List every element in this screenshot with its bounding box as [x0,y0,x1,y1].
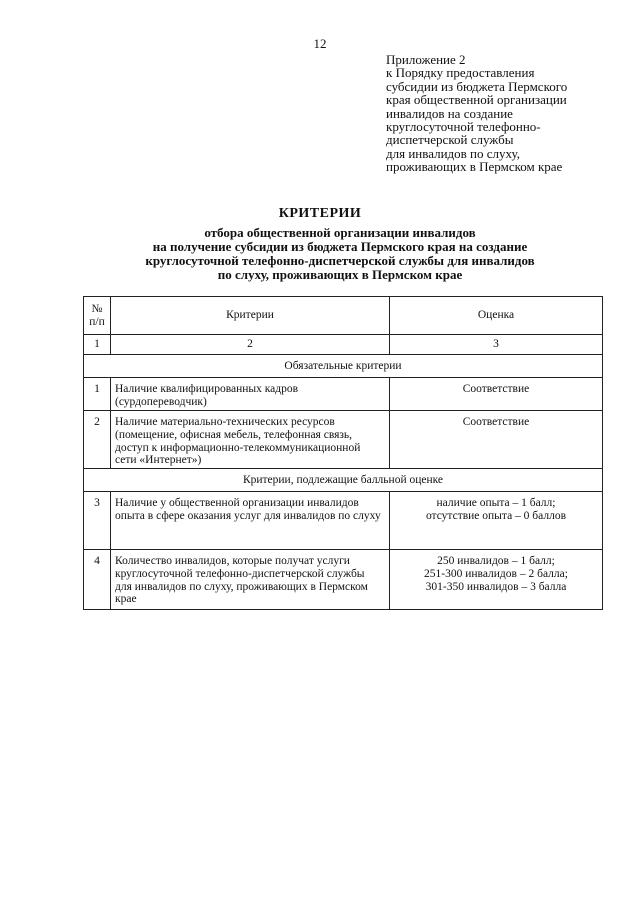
column-number: 3 [390,335,603,355]
appendix-line: субсидии из бюджета Пермского [386,78,568,94]
header-score: Оценка [390,297,603,335]
criteria-line: Количество инвалидов, которые получат услуги [115,555,350,567]
criteria-line: крае [115,593,137,606]
row-criteria [111,378,390,411]
score-line: Соответствие [462,383,530,395]
subtitle-line: на получение субсидии из бюджета Пермского края на создание [152,239,528,254]
score-line: Соответствие [462,416,530,428]
subtitle-line: по слуху, проживающих в Пермском крае [217,267,463,282]
row-score [390,550,603,610]
section-heading: Критерии, подлежащие балльной оценке [84,469,603,492]
column-number: 1 [84,335,111,355]
criteria-table [83,296,603,610]
appendix-line: круглосуточной телефонно- [386,119,541,135]
table-header-row [84,297,603,335]
row-criteria [111,492,390,550]
document-title: КРИТЕРИИ [278,206,362,221]
subtitle-line: круглосуточной телефонно-диспетчерской службы для инвалидов [145,253,535,268]
column-numbers-row [84,335,603,355]
appendix-line: диспетчерской службы [386,132,514,148]
row-number: 4 [84,550,111,610]
page-number: 12 [313,36,327,51]
score-line: отсутствие опыта – 0 баллов [425,509,567,522]
score-line: 301-350 инвалидов – 3 балла [425,580,567,593]
score-line: 251-300 инвалидов – 2 балла; [424,567,568,580]
appendix-line: инвалидов на создание [386,105,513,121]
appendix-note [386,53,626,174]
header-number [84,297,111,335]
header-criteria: Критерии [111,297,390,335]
table-row [84,550,603,610]
criteria-line: (помещение, офисная мебель, телефонная связь, [115,428,353,441]
header-number-abbr: п/п [89,315,105,328]
header-number-symbol: № [91,302,103,315]
score-line: наличие опыта – 1 балл; [436,497,556,509]
criteria-line: сети «Интернет») [115,454,202,467]
criteria-line: доступ к информационно-телекоммуникационной [115,441,361,454]
appendix-line: к Порядку предоставления [386,65,535,81]
appendix-line: Приложение 2 [386,52,466,67]
criteria-line: (сурдопереводчик) [115,395,207,408]
criteria-line: Наличие у общественной организации инвалидов [115,497,359,509]
row-number: 2 [84,411,111,469]
score-line: 250 инвалидов – 1 балл; [437,555,555,567]
table-row [84,411,603,469]
criteria-line: Наличие квалифицированных кадров [115,383,299,395]
table-row [84,492,603,550]
row-score [390,378,603,411]
criteria-line: опыта в сфере оказания услуг для инвалидов по слуху [115,509,381,522]
document-subtitle [0,226,640,282]
criteria-line: круглосуточной телефонно-диспетчерской службы [115,567,365,580]
subtitle-line: отбора общественной организации инвалидов [204,225,476,240]
column-number: 2 [111,335,390,355]
row-score [390,492,603,550]
section-row-required [84,355,603,378]
section-heading: Обязательные критерии [84,355,603,378]
appendix-line: проживающих в Пермском крае [386,159,563,175]
criteria-line: Наличие материально-технических ресурсов [115,416,335,428]
criteria-line: для инвалидов по слуху, проживающих в Пермском [115,580,368,593]
row-score [390,411,603,469]
row-criteria [111,411,390,469]
row-criteria [111,550,390,610]
appendix-line: для инвалидов по слуху, [386,145,520,161]
table-row [84,378,603,411]
section-row-scored [84,469,603,492]
row-number: 3 [84,492,111,550]
row-number: 1 [84,378,111,411]
appendix-line: края общественной организации [386,92,567,108]
